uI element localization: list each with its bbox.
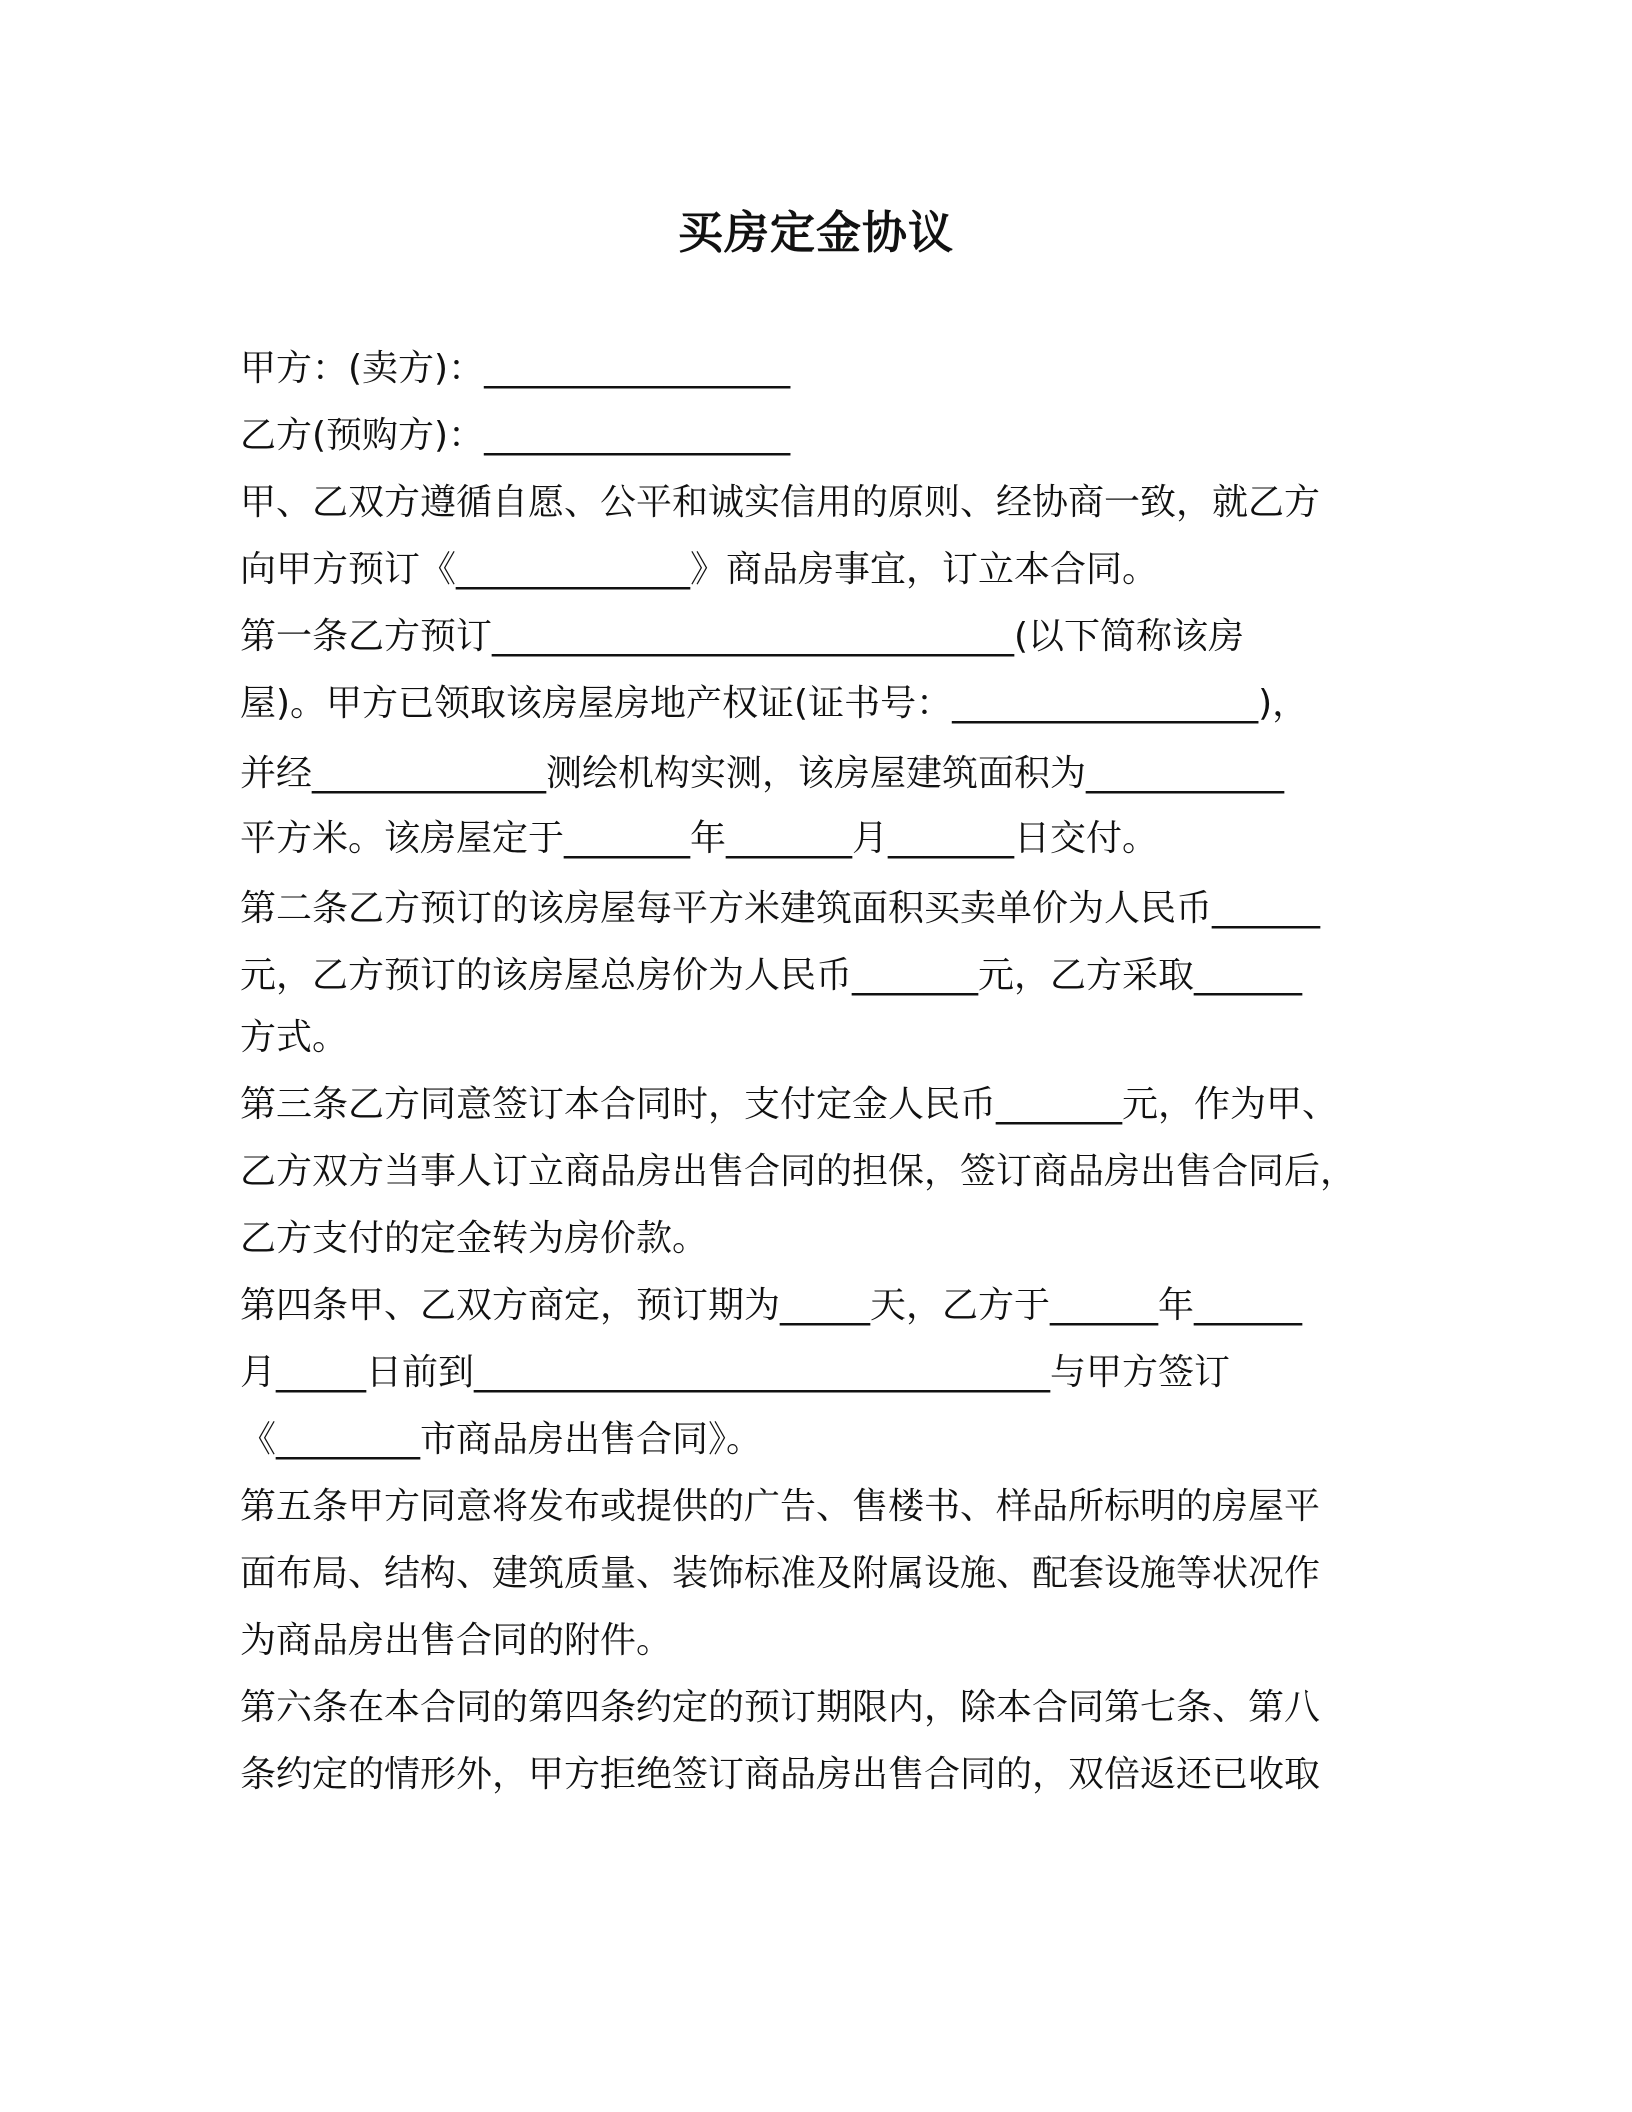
article-2-line-3: 方式。: [240, 1017, 349, 1058]
article-4-line-3: 《________市商品房出售合同》。: [240, 1419, 763, 1460]
article-1-line-1: 第一条乙方预订_____________________________(以下简称该房: [240, 616, 1245, 657]
article-3-line-2: 乙方双方当事人订立商品房出售合同的担保，签订商品房出售合同后，: [240, 1151, 1357, 1192]
party-b-line: 乙方(预购方)：_________________: [240, 415, 791, 456]
document-title: 买房定金协议: [677, 206, 954, 259]
preamble-line-2: 向甲方预订《_____________》商品房事宜，订立本合同。: [240, 549, 1159, 590]
article-5-line-1: 第五条甲方同意将发布或提供的广告、售楼书、样品所标明的房屋平: [240, 1486, 1321, 1527]
article-5-line-3: 为商品房出售合同的附件。: [240, 1620, 673, 1661]
article-2-line-2: 元，乙方预订的该房屋总房价为人民币_______元，乙方采取______: [240, 955, 1303, 996]
article-2-line-1: 第二条乙方预订的该房屋每平方米建筑面积买卖单价为人民币______: [240, 888, 1321, 929]
article-1-line-2: 屋)。甲方已领取该房屋房地产权证(证书号：_________________)，: [240, 683, 1309, 724]
article-6-line-2: 条约定的情形外，甲方拒绝签订商品房出售合同的，双倍返还已收取: [240, 1754, 1321, 1795]
article-3-line-3: 乙方支付的定金转为房价款。: [240, 1218, 709, 1259]
article-3-line-1: 第三条乙方同意签订本合同时，支付定金人民币_______元，作为甲、: [240, 1084, 1339, 1125]
article-4-line-2: 月_____日前到________________________________与甲方签订: [240, 1352, 1231, 1393]
article-1-line-4: 平方米。该房屋定于_______年_______月_______日交付。: [240, 818, 1159, 859]
preamble-line-1: 甲、乙双方遵循自愿、公平和诚实信用的原则、经协商一致，就乙方: [240, 482, 1321, 523]
article-1-line-3: 并经_____________测绘机构实测，该房屋建筑面积为___________: [240, 753, 1285, 794]
party-a-line: 甲方：(卖方)：_________________: [240, 348, 791, 389]
article-5-line-2: 面布局、结构、建筑质量、装饰标准及附属设施、配套设施等状况作: [240, 1553, 1321, 1594]
article-6-line-1: 第六条在本合同的第四条约定的预订期限内，除本合同第七条、第八: [240, 1687, 1321, 1728]
article-4-line-1: 第四条甲、乙双方商定，预订期为_____天，乙方于______年______: [240, 1285, 1303, 1326]
